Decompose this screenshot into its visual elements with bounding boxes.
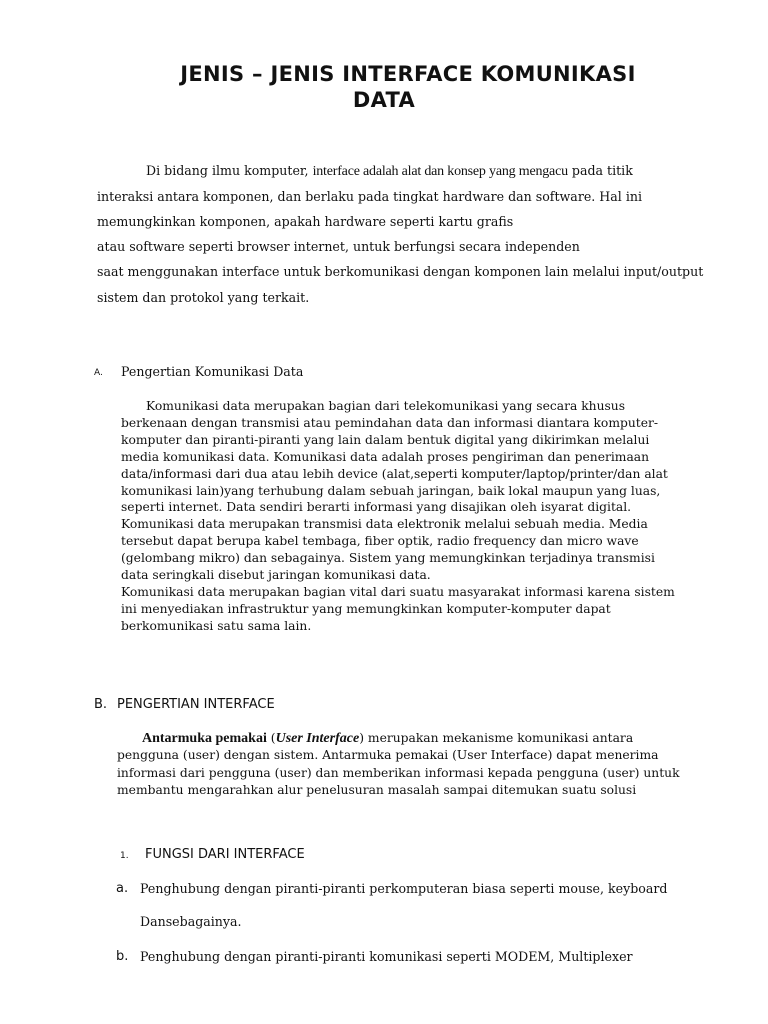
intro-line-1-a: Di bidang ilmu komputer, <box>146 163 313 178</box>
section-b-body-text: merupakan mekanisme komunikasi antara pengguna (user) dengan sistem. Antarmuka pemakai (User Interface) dapat menerima informasi dari pengguna (user) dan memberikan informasi kepada pengguna (user) untuk membantu mengarahkan alur penelusuran masalah sampai ditemukan suatu solusi <box>117 731 680 798</box>
document-title-line1: JENIS – JENIS INTERFACE KOMUNIKASI <box>180 62 636 86</box>
section-a-body <box>121 398 681 635</box>
intro-line-6: sistem dan protokol yang terkait. <box>97 290 310 305</box>
list-item-b-marker: b. <box>116 949 129 964</box>
bold-term: Antarmuka pemakai <box>142 731 267 746</box>
intro-line-5: saat menggunakan interface untuk berkomunikasi dengan komponen lain melalui input/output <box>97 264 704 279</box>
section-a-paragraph-1: Komunikasi data merupakan bagian dari telekomunikasi yang secara khusus berkenaan dengan transmisi atau pemindahan data dan informasi diantara komputer-komputer dan piranti-piranti yang lain dalam bentuk digital yang dikirimkan melalui media komunikasi data. Komunikasi data adalah proses pengiriman dan penerimaan data/informasi dari dua atau lebih device (alat,seperti komputer/laptop/printer/dan alat komunikasi lain)yang terhubung dalam sebuah jaringan, baik lokal maupun yang luas, seperti internet. Data sendiri berarti informasi yang disajikan oleh isyarat digital. Komunikasi data merupakan transmisi data elektronik melalui sebuah media. Media tersebut dapat berupa kabel tembaga, fiber optik, radio frequency dan micro wave (gelombang mikro) dan sebagainya. Sistem yang memungkinkan terjadinya transmisi data seringkali disebut jaringan komunikasi data. <box>121 399 668 583</box>
intro-line-1-b: interface adalah alat dan konsep yang mengacu <box>312 164 568 179</box>
intro-line-1 <box>146 163 633 180</box>
list-item-a-line2: Dansebagainya. <box>140 914 242 929</box>
list-item-b-line1: Penghubung dengan piranti-piranti komunikasi seperti MODEM, Multiplexer <box>140 949 633 964</box>
intro-line-3: memungkinkan komponen, apakah hardware seperti kartu grafis <box>97 214 514 229</box>
intro-line-1-c: pada titik <box>567 163 633 178</box>
list-item-a-marker: a. <box>116 881 129 896</box>
italic-term: User Interface <box>275 731 360 746</box>
section-b-marker: B. <box>94 697 108 712</box>
section-b-heading: PENGERTIAN INTERFACE <box>117 697 275 712</box>
subsection-1-marker: 1. <box>120 851 129 861</box>
document-title-line2: DATA <box>352 88 416 112</box>
intro-line-2: interaksi antara komponen, dan berlaku pada tingkat hardware dan software. Hal ini <box>97 189 642 204</box>
section-a-marker: A. <box>94 368 103 378</box>
subsection-1-heading: FUNGSI DARI INTERFACE <box>145 847 305 862</box>
section-b-paragraph: Antarmuka pemakai (User Interface) merupakan mekanisme komunikasi antara pengguna (user) dengan sistem. Antarmuka pemakai (User Interface) dapat menerima informasi dari pengguna (user) dan memberikan informasi kepada pengguna (user) untuk membantu mengarahkan alur penelusuran masalah sampai ditemukan suatu solusi <box>117 731 680 798</box>
list-item-a-line1: Penghubung dengan piranti-piranti perkomputeran biasa seperti mouse, keyboard <box>140 881 668 896</box>
intro-line-4: atau software seperti browser internet, untuk berfungsi secara independen <box>97 239 580 254</box>
section-a-heading: Pengertian Komunikasi Data <box>121 364 304 379</box>
section-a-paragraph-2: Komunikasi data merupakan bagian vital dari suatu masyarakat informasi karena sistem ini menyediakan infrastruktur yang memungkinkan komputer-komputer dapat berkomunikasi satu sama lain. <box>121 584 675 633</box>
